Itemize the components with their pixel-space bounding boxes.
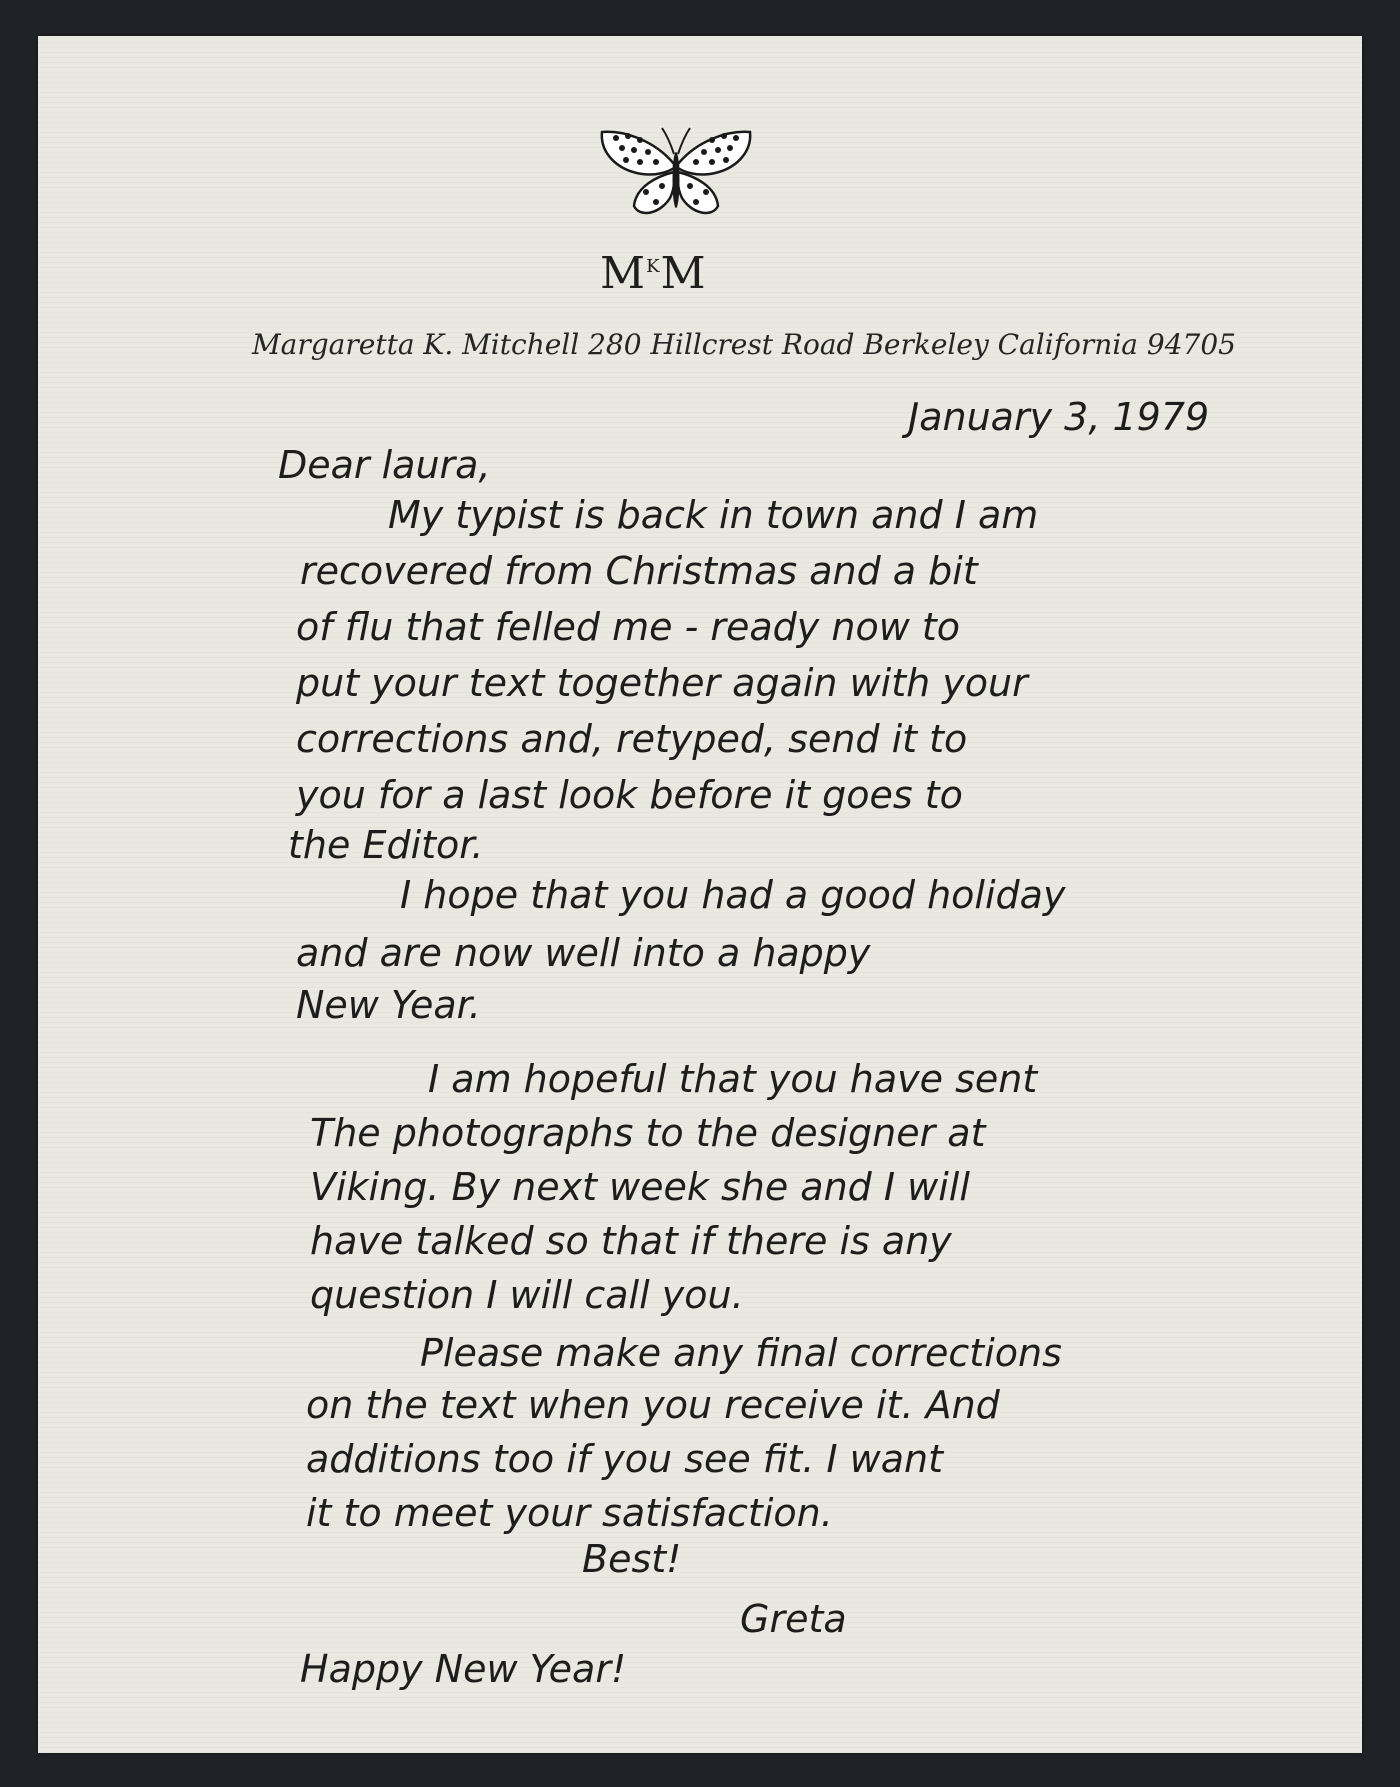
letter-postscript: Happy New Year!: [300, 1647, 627, 1691]
paragraph3-line: question I will call you.: [310, 1273, 744, 1317]
paragraph4-line: it to meet your satisfaction.: [306, 1491, 833, 1535]
paragraph4-line: Please make any final corrections: [420, 1331, 1062, 1375]
paragraph3-line: Viking. By next week she and I will: [310, 1165, 970, 1209]
paragraph2-line: New Year.: [296, 983, 481, 1027]
paragraph2-line: I hope that you had a good holiday: [400, 873, 1066, 917]
paragraph1-line: of flu that felled me - ready now to: [296, 605, 960, 649]
paragraph4-line: additions too if you see fit. I want: [306, 1437, 944, 1481]
paragraph3-line: I am hopeful that you have sent: [428, 1057, 1038, 1101]
paragraph3-line: have talked so that if there is any: [310, 1219, 952, 1263]
paragraph1-line: you for a last look before it goes to: [296, 773, 963, 817]
paragraph4-line: on the text when you receive it. And: [306, 1383, 1000, 1427]
letter-signature: Greta: [740, 1597, 847, 1641]
letter-salutation: Dear laura,: [278, 443, 491, 487]
monogram: $M^KM$: [600, 248, 707, 299]
letter-closing: Best!: [582, 1537, 682, 1581]
paragraph2-line: and are now well into a happy: [296, 931, 871, 975]
butterfly-logo-icon: [596, 122, 756, 222]
paragraph1-line: My typist is back in town and I am: [388, 493, 1039, 537]
paragraph3-line: The photographs to the designer at: [310, 1111, 986, 1155]
paragraph1-line: put your text together again with your: [296, 661, 1028, 705]
paragraph1-line: corrections and, retyped, send it to: [296, 717, 968, 761]
letter-date: January 3, 1979: [908, 395, 1210, 439]
paragraph1-line: the Editor.: [288, 823, 484, 867]
paragraph1-line: recovered from Christmas and a bit: [300, 549, 978, 593]
letterhead-address: Margaretta K. Mitchell 280 Hillcrest Road Berkeley California 94705: [252, 328, 1236, 361]
